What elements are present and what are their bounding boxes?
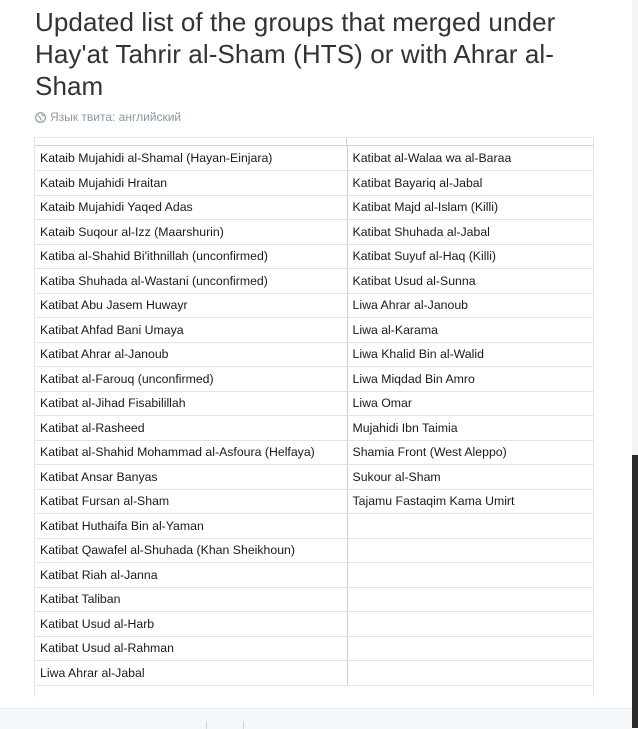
table-row — [35, 244, 593, 269]
table-cell: Katibat Usud al-Sunna — [347, 269, 593, 294]
table-cell: Katibat Majd al-Islam (Killi) — [347, 195, 593, 220]
table-row — [35, 391, 593, 416]
table-row — [35, 342, 593, 367]
scrollbar-thumb[interactable] — [632, 0, 638, 455]
table-cell: Katibat Huthaifa Bin al-Yaman — [35, 514, 347, 539]
table-row — [35, 318, 593, 343]
table-cell — [347, 563, 593, 588]
table-cell: Katiba al-Shahid Bi'ithnillah (unconfirmed) — [35, 244, 347, 269]
table-cell: Kataib Mujahidi Hraitan — [35, 171, 347, 196]
table-cell: Liwa Ahrar al-Jabal — [35, 661, 347, 686]
tweet-language-label: Язык твита: английский — [50, 110, 182, 124]
table-row — [35, 587, 593, 612]
table-cell: Katibat Abu Jasem Huwayr — [35, 293, 347, 318]
table-cell: Katibat Shuhada al-Jabal — [347, 220, 593, 245]
table-row — [35, 195, 593, 220]
table-cell — [347, 538, 593, 563]
table-cell: Kataib Mujahidi Yaqed Adas — [35, 195, 347, 220]
table-row — [35, 269, 593, 294]
tweet-title: Updated list of the groups that merged under Hay'at Tahrir al-Sham (HTS) or with Ahrar al-Sham — [35, 7, 556, 101]
table-cell: Katibat Ahfad Bani Umaya — [35, 318, 347, 343]
table-cell: Katibat Taliban — [35, 587, 347, 612]
table-cell: Katibat al-Rasheed — [35, 416, 347, 441]
table-cell: Kataib Suqour al-Izz (Maarshurin) — [35, 220, 347, 245]
tweet-actions-bar — [0, 708, 632, 729]
table-cell: Liwa Khalid Bin al-Walid — [347, 342, 593, 367]
table-row — [35, 661, 593, 686]
groups-table — [35, 146, 593, 686]
table-row — [35, 489, 593, 514]
table-cell: Mujahidi Ibn Taimia — [347, 416, 593, 441]
table-cell: Tajamu Fastaqim Kama Umirt — [347, 489, 593, 514]
groups-table-image — [34, 137, 594, 697]
table-cell: Katibat Riah al-Janna — [35, 563, 347, 588]
table-cell: Katibat al-Walaa wa al-Baraa — [347, 146, 593, 171]
globe-icon — [35, 112, 46, 123]
table-row — [35, 367, 593, 392]
table-row — [35, 612, 593, 637]
table-header-strip — [35, 138, 593, 146]
table-cell — [347, 587, 593, 612]
table-cell: Katibat Qawafel al-Shuhada (Khan Sheikhoun) — [35, 538, 347, 563]
table-cell — [347, 661, 593, 686]
table-cell: Katibat Suyuf al-Haq (Killi) — [347, 244, 593, 269]
scrollbar[interactable] — [632, 0, 638, 728]
table-row — [35, 563, 593, 588]
table-cell: Liwa Ahrar al-Janoub — [347, 293, 593, 318]
table-cell: Katibat Fursan al-Sham — [35, 489, 347, 514]
table-cell — [347, 514, 593, 539]
table-cell: Liwa Omar — [347, 391, 593, 416]
table-cell: Katibat Ansar Banyas — [35, 465, 347, 490]
table-cell: Katibat al-Farouq (unconfirmed) — [35, 367, 347, 392]
table-cell: Kataib Mujahidi al-Shamal (Hayan-Einjara) — [35, 146, 347, 171]
table-row — [35, 220, 593, 245]
table-cell: Katibat al-Shahid Mohammad al-Asfoura (Helfaya) — [35, 440, 347, 465]
table-cell: Katibat Usud al-Harb — [35, 612, 347, 637]
tweet-language — [35, 110, 181, 124]
table-cell: Sukour al-Sham — [347, 465, 593, 490]
table-row — [35, 440, 593, 465]
table-row — [35, 146, 593, 171]
table-row — [35, 538, 593, 563]
table-row — [35, 416, 593, 441]
table-cell: Shamia Front (West Aleppo) — [347, 440, 593, 465]
table-cell: Katibat Ahrar al-Janoub — [35, 342, 347, 367]
table-cell: Katiba Shuhada al-Wastani (unconfirmed) — [35, 269, 347, 294]
table-row — [35, 514, 593, 539]
table-row — [35, 171, 593, 196]
table-row — [35, 636, 593, 661]
table-cell: Katibat Usud al-Rahman — [35, 636, 347, 661]
table-cell: Katibat Bayariq al-Jabal — [347, 171, 593, 196]
table-cell: Liwa al-Karama — [347, 318, 593, 343]
table-cell — [347, 636, 593, 661]
table-cell — [347, 612, 593, 637]
table-cell: Liwa Miqdad Bin Amro — [347, 367, 593, 392]
table-row — [35, 465, 593, 490]
table-cell: Katibat al-Jihad Fisabilillah — [35, 391, 347, 416]
table-row — [35, 293, 593, 318]
